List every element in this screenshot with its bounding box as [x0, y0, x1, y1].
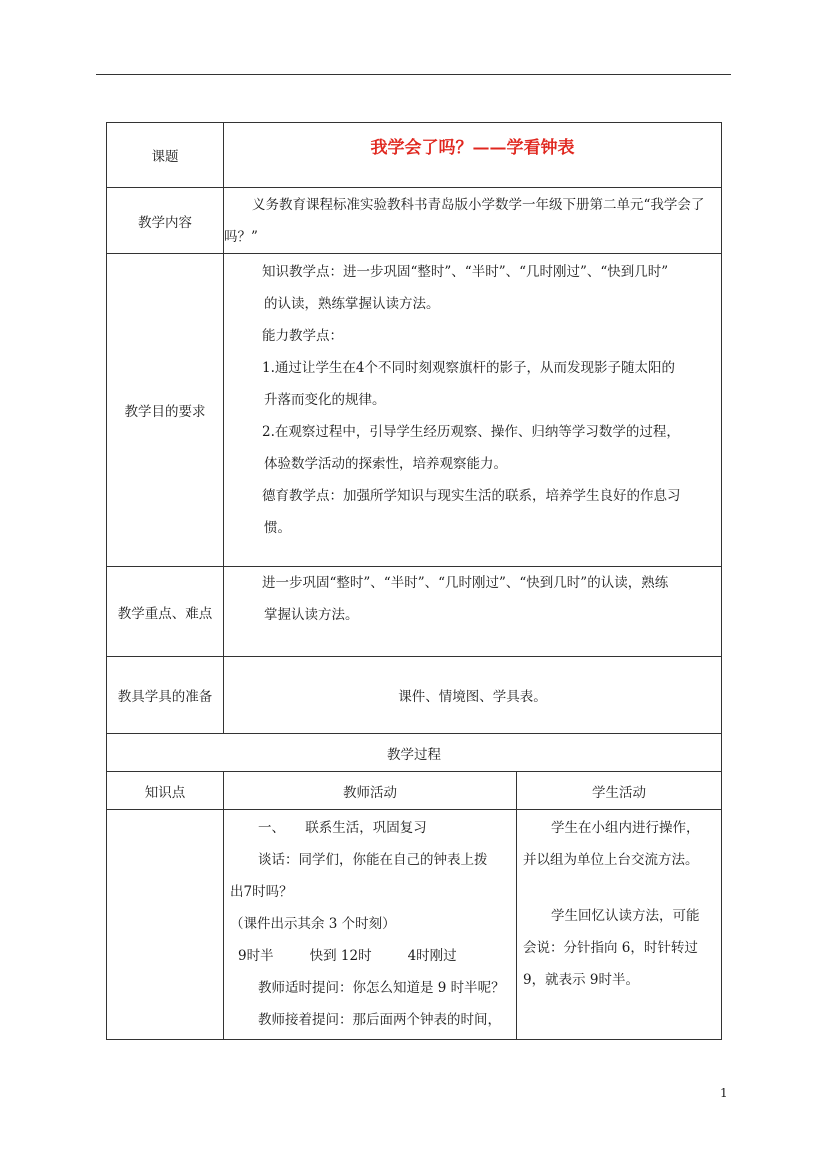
col-header-teacher: 教师活动 — [224, 772, 517, 810]
goals-row — [107, 254, 722, 567]
content-row — [107, 188, 722, 254]
goals-text — [224, 254, 722, 567]
goal-line: 1.通过让学生在4个不同时刻观察旗杆的影子，从而发现影子随太阳的 — [262, 360, 675, 376]
goal-line: 知识教学点：进一步巩固“整时”、“半时”、“几时刚过”、“快到几时” — [262, 264, 669, 280]
key-row — [107, 567, 722, 657]
content-label: 教学内容 — [107, 188, 224, 254]
clock-time: 快到 12时 — [309, 948, 372, 964]
page-number: 1 — [720, 1086, 728, 1100]
goal-line: 惯。 — [264, 520, 291, 536]
col-header-knowledge: 知识点 — [107, 772, 224, 810]
goal-line: 体验数学活动的探索性，培养观察能力。 — [264, 456, 507, 472]
knowledge-cell — [107, 810, 224, 1040]
header-rule — [96, 74, 731, 75]
clock-time: 4时刚过 — [407, 948, 457, 964]
subject-label: 课题 — [107, 123, 224, 188]
key-text — [224, 567, 722, 657]
tools-text: 课件、情境图、学具表。 — [224, 657, 722, 734]
key-line: 进一步巩固“整时”、“半时”、“几时刚过”、“快到几时”的认读，熟练 — [262, 575, 669, 591]
process-label: 教学过程 — [107, 734, 722, 772]
goal-line: 升落而变化的规律。 — [264, 392, 386, 408]
student-line: 9，就表示 9时半。 — [523, 972, 639, 988]
goal-line: 能力教学点： — [262, 328, 343, 344]
subject-title: 我学会了吗？——学看钟表 — [224, 123, 722, 188]
goal-line: 2.在观察过程中，引导学生经历观察、操作、归纳等学习数学的过程， — [262, 424, 680, 440]
tools-row — [107, 657, 722, 734]
teacher-line: 教师适时提问：你怎么知道是 9 时半呢？ — [258, 980, 505, 996]
content-text: 义务教育课程标准实验教科书青岛版小学数学一年级下册第二单元“我学会了吗？” — [224, 188, 722, 254]
student-spacer — [523, 876, 717, 900]
goal-line: 德育教学点：加强所学知识与现实生活的联系，培养学生良好的作息习 — [262, 488, 681, 504]
teacher-line: 谈话：同学们，你能在自己的钟表上拨 — [258, 852, 488, 868]
teacher-line: （课件出示其余 3 个时刻） — [230, 916, 396, 932]
column-header-row — [107, 772, 722, 810]
subject-row — [107, 123, 722, 188]
key-label: 教学重点、难点 — [107, 567, 224, 657]
lesson-plan-table — [106, 122, 722, 1040]
teacher-line: 一、 联系生活，巩固复习 — [258, 820, 427, 836]
teacher-activity — [224, 810, 517, 1040]
teacher-line: 出7时吗？ — [230, 884, 293, 900]
process-row — [107, 734, 722, 772]
student-line: 并以组为单位上台交流方法。 — [523, 852, 699, 868]
goals-label: 教学目的要求 — [107, 254, 224, 567]
key-line: 掌握认读方法。 — [264, 607, 359, 623]
student-line: 学生在小组内进行操作， — [551, 820, 700, 836]
activity-row — [107, 810, 722, 1040]
tools-label: 教具学具的准备 — [107, 657, 224, 734]
col-header-student: 学生活动 — [517, 772, 722, 810]
goal-line: 的认读，熟练掌握认读方法。 — [264, 296, 440, 312]
student-line: 学生回忆认读方法，可能 — [551, 908, 700, 924]
student-activity — [517, 810, 722, 1040]
clock-times — [230, 940, 512, 972]
teacher-line: 教师接着提问：那后面两个钟表的时间， — [258, 1012, 501, 1028]
clock-time: 9时半 — [238, 948, 274, 964]
student-line: 会说：分针指向 6，时针转过 — [523, 940, 698, 956]
